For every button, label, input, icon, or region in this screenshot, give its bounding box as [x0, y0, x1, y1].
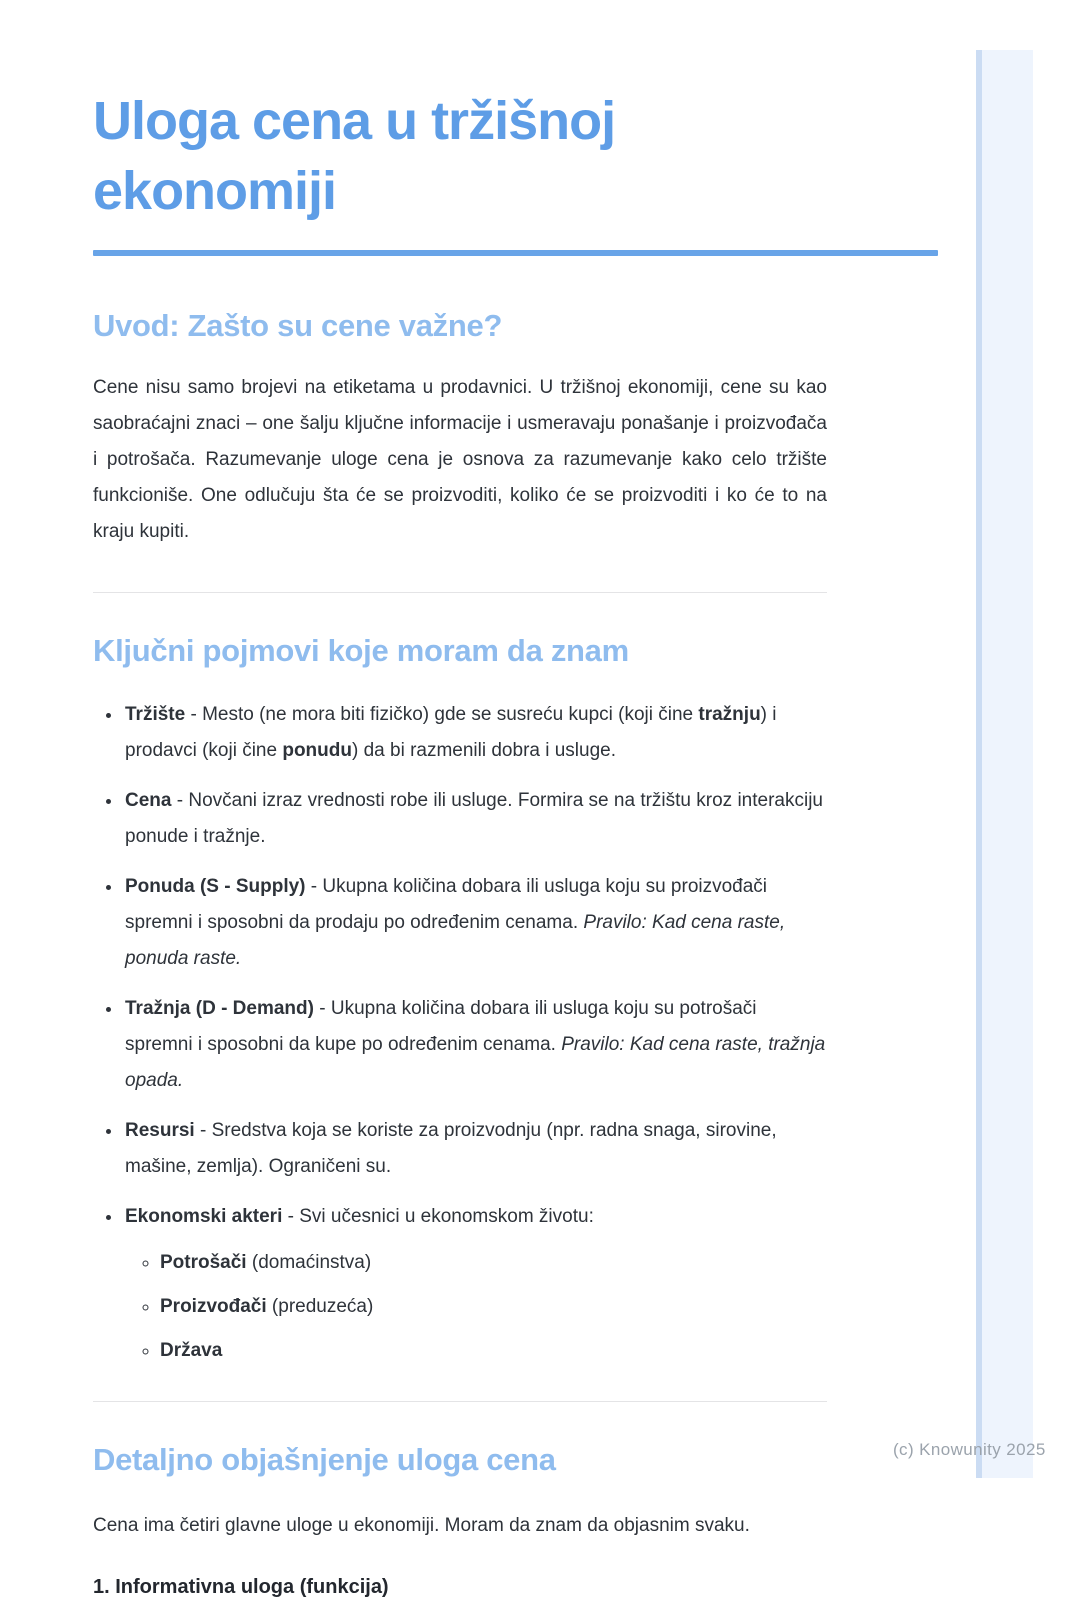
title-underline-rule [93, 250, 938, 256]
text-segment: - Sredstva koja se koriste za proizvodnju (npr. radna snaga, sirovine, mašine, zemlja). Ograničeni su. [125, 1120, 777, 1177]
document-body [93, 0, 827, 1599]
key-term-sublist [125, 1245, 827, 1369]
key-term-item [123, 1199, 827, 1369]
section-heading-uvod: Uvod: Zašto su cene važne? [93, 308, 503, 343]
text-segment: ponudu [282, 740, 352, 761]
text-segment: (domaćinstva) [246, 1252, 372, 1273]
text-segment: - Svi učesnici u ekonomskom životu: [282, 1206, 594, 1227]
text-segment: Pravilo: Kad cena raste, ponuda raste. [125, 912, 786, 969]
key-term-item [123, 1113, 827, 1185]
text-segment: Država [160, 1340, 223, 1361]
text-segment: ) da bi razmenili dobra i usluge. [351, 740, 617, 761]
key-terms-list [93, 697, 827, 1369]
key-term-subitem [160, 1333, 827, 1369]
section-heading-detaljno: Detaljno objašnjenje uloga cena [93, 1442, 556, 1477]
page-side-strip [976, 50, 1033, 1478]
watermark: (c) Knowunity 2025 [893, 1440, 1046, 1459]
text-segment: - Ukupna količina dobara ili usluga koju su potrošači spremni i sposobni da kupe po određenim cenama. [125, 998, 757, 1055]
text-segment: (preduzeća) [266, 1296, 374, 1317]
text-segment: Potrošači [160, 1252, 247, 1273]
text-segment: - Ukupna količina dobara ili usluga koju su proizvođači spremni i sposobni da prodaju po određenim cenama. [125, 876, 768, 933]
section-divider [93, 1401, 827, 1402]
section-divider [93, 592, 827, 593]
text-segment: ) i prodavci (koji čine [125, 704, 777, 761]
text-segment: Ponuda (S - Supply) [125, 876, 306, 897]
key-term-item [123, 697, 827, 769]
key-term-subitem [160, 1289, 827, 1325]
text-segment: Cena [125, 790, 172, 811]
text-segment: Resursi [125, 1120, 195, 1141]
text-segment: Tražnja (D - Demand) [125, 998, 314, 1019]
text-segment: - Mesto (ne mora biti fizičko) gde se susreću kupci (koji čine [185, 704, 699, 725]
key-term-subitem [160, 1245, 827, 1281]
text-segment: Proizvođači [160, 1296, 267, 1317]
roles-intro-paragraph: Cena ima četiri glavne uloge u ekonomiji. Moram da znam da objasnim svaku. [93, 1515, 750, 1536]
key-term-item [123, 783, 827, 855]
intro-paragraph: Cene nisu samo brojevi na etiketama u prodavnici. U tržišnoj ekonomiji, cene su kao saobraćajni znaci – one šalju ključne informacije i usmeravaju ponašanje i proizvođača i potrošača. Razumevanje uloge cena je osnova za razumevanje kako celo tržište funkcioniše. One odlučuju šta će se proizvoditi, koliko će se proizvoditi i ko će to na kraju kupiti. [93, 377, 827, 542]
section-heading-kljucni-pojmovi: Ključni pojmovi koje moram da znam [93, 633, 629, 668]
key-term-item [123, 991, 827, 1099]
text-segment: tražnju [698, 704, 761, 725]
text-segment: Tržište [125, 704, 186, 725]
text-segment: Ekonomski akteri [125, 1206, 283, 1227]
subheading-informativna-uloga: 1. Informativna uloga (funkcija) [93, 1576, 389, 1598]
text-segment: - Novčani izraz vrednosti robe ili usluge. Formira se na tržištu kroz interakciju ponude i tražnje. [125, 790, 823, 847]
key-term-item [123, 869, 827, 977]
page-title: Uloga cena u tržišnoj ekonomiji [93, 91, 616, 221]
text-segment: Pravilo: Kad cena raste, tražnja opada. [125, 1034, 826, 1091]
